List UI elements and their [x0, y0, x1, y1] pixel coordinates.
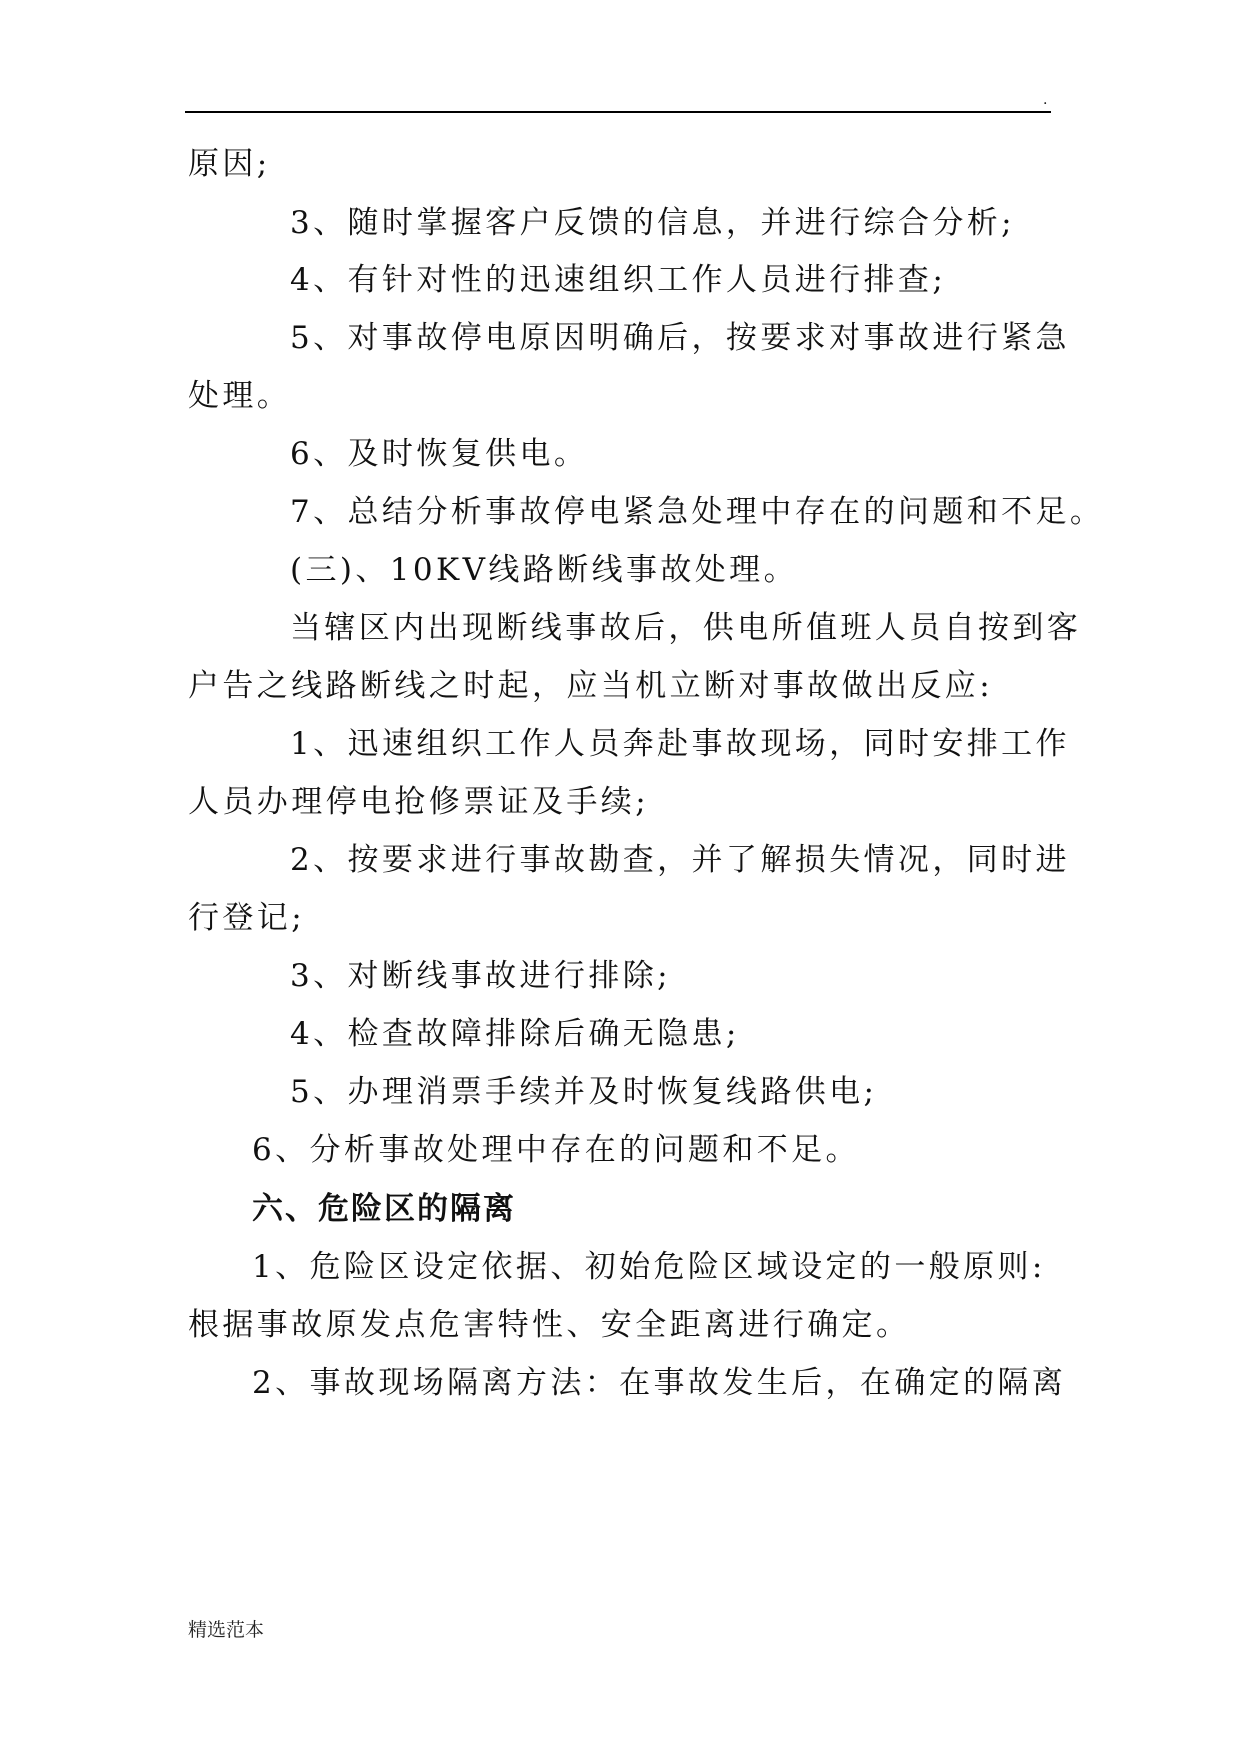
paragraph-line: 4、有针对性的迅速组织工作人员进行排查;	[290, 262, 947, 298]
paragraph-line: 5、办理消票手续并及时恢复线路供电;	[290, 1074, 878, 1110]
paragraph-line: 人员办理停电抢修票证及手续;	[188, 784, 650, 820]
section-subheading: (三)、10KV线路断线事故处理。	[290, 552, 798, 588]
paragraph-line: 4、检查故障排除后确无隐患;	[290, 1016, 740, 1052]
header-mark: .	[1043, 92, 1048, 108]
footer-text: 精选范本	[188, 1619, 265, 1641]
paragraph-line: 5、对事故停电原因明确后，按要求对事故进行紧急	[290, 320, 1070, 356]
paragraph-line: 根据事故原发点危害特性、安全距离进行确定。	[188, 1307, 911, 1343]
paragraph-line: 处理。	[188, 378, 292, 414]
paragraph-line: 户告之线路断线之时起，应当机立断对事故做出反应:	[188, 668, 994, 704]
paragraph-line: 1、危险区设定依据、初始危险区域设定的一般原则:	[252, 1249, 1046, 1285]
paragraph-line: 2、按要求进行事故勘查，并了解损失情况，同时进	[290, 842, 1070, 878]
paragraph-line: 2、事故现场隔离方法：在事故发生后，在确定的隔离	[252, 1365, 1067, 1401]
paragraph-line: 3、对断线事故进行排除;	[290, 958, 671, 994]
paragraph-line: 行登记;	[188, 900, 306, 936]
paragraph-line: 原因;	[188, 146, 271, 182]
paragraph-line: 7、总结分析事故停电紧急处理中存在的问题和不足。	[290, 494, 1105, 530]
paragraph-line: 当辖区内出现断线事故后，供电所值班人员自按到客	[290, 610, 1082, 646]
paragraph-line: 1、迅速组织工作人员奔赴事故现场，同时安排工作	[290, 726, 1070, 762]
header-rule	[185, 111, 1051, 113]
paragraph-line: 6、及时恢复供电。	[290, 436, 589, 472]
paragraph-line: 6、分析事故处理中存在的问题和不足。	[252, 1132, 860, 1168]
section-heading: 六、危险区的隔离	[252, 1191, 516, 1227]
paragraph-line: 3、随时掌握客户反馈的信息，并进行综合分析;	[290, 205, 1015, 241]
